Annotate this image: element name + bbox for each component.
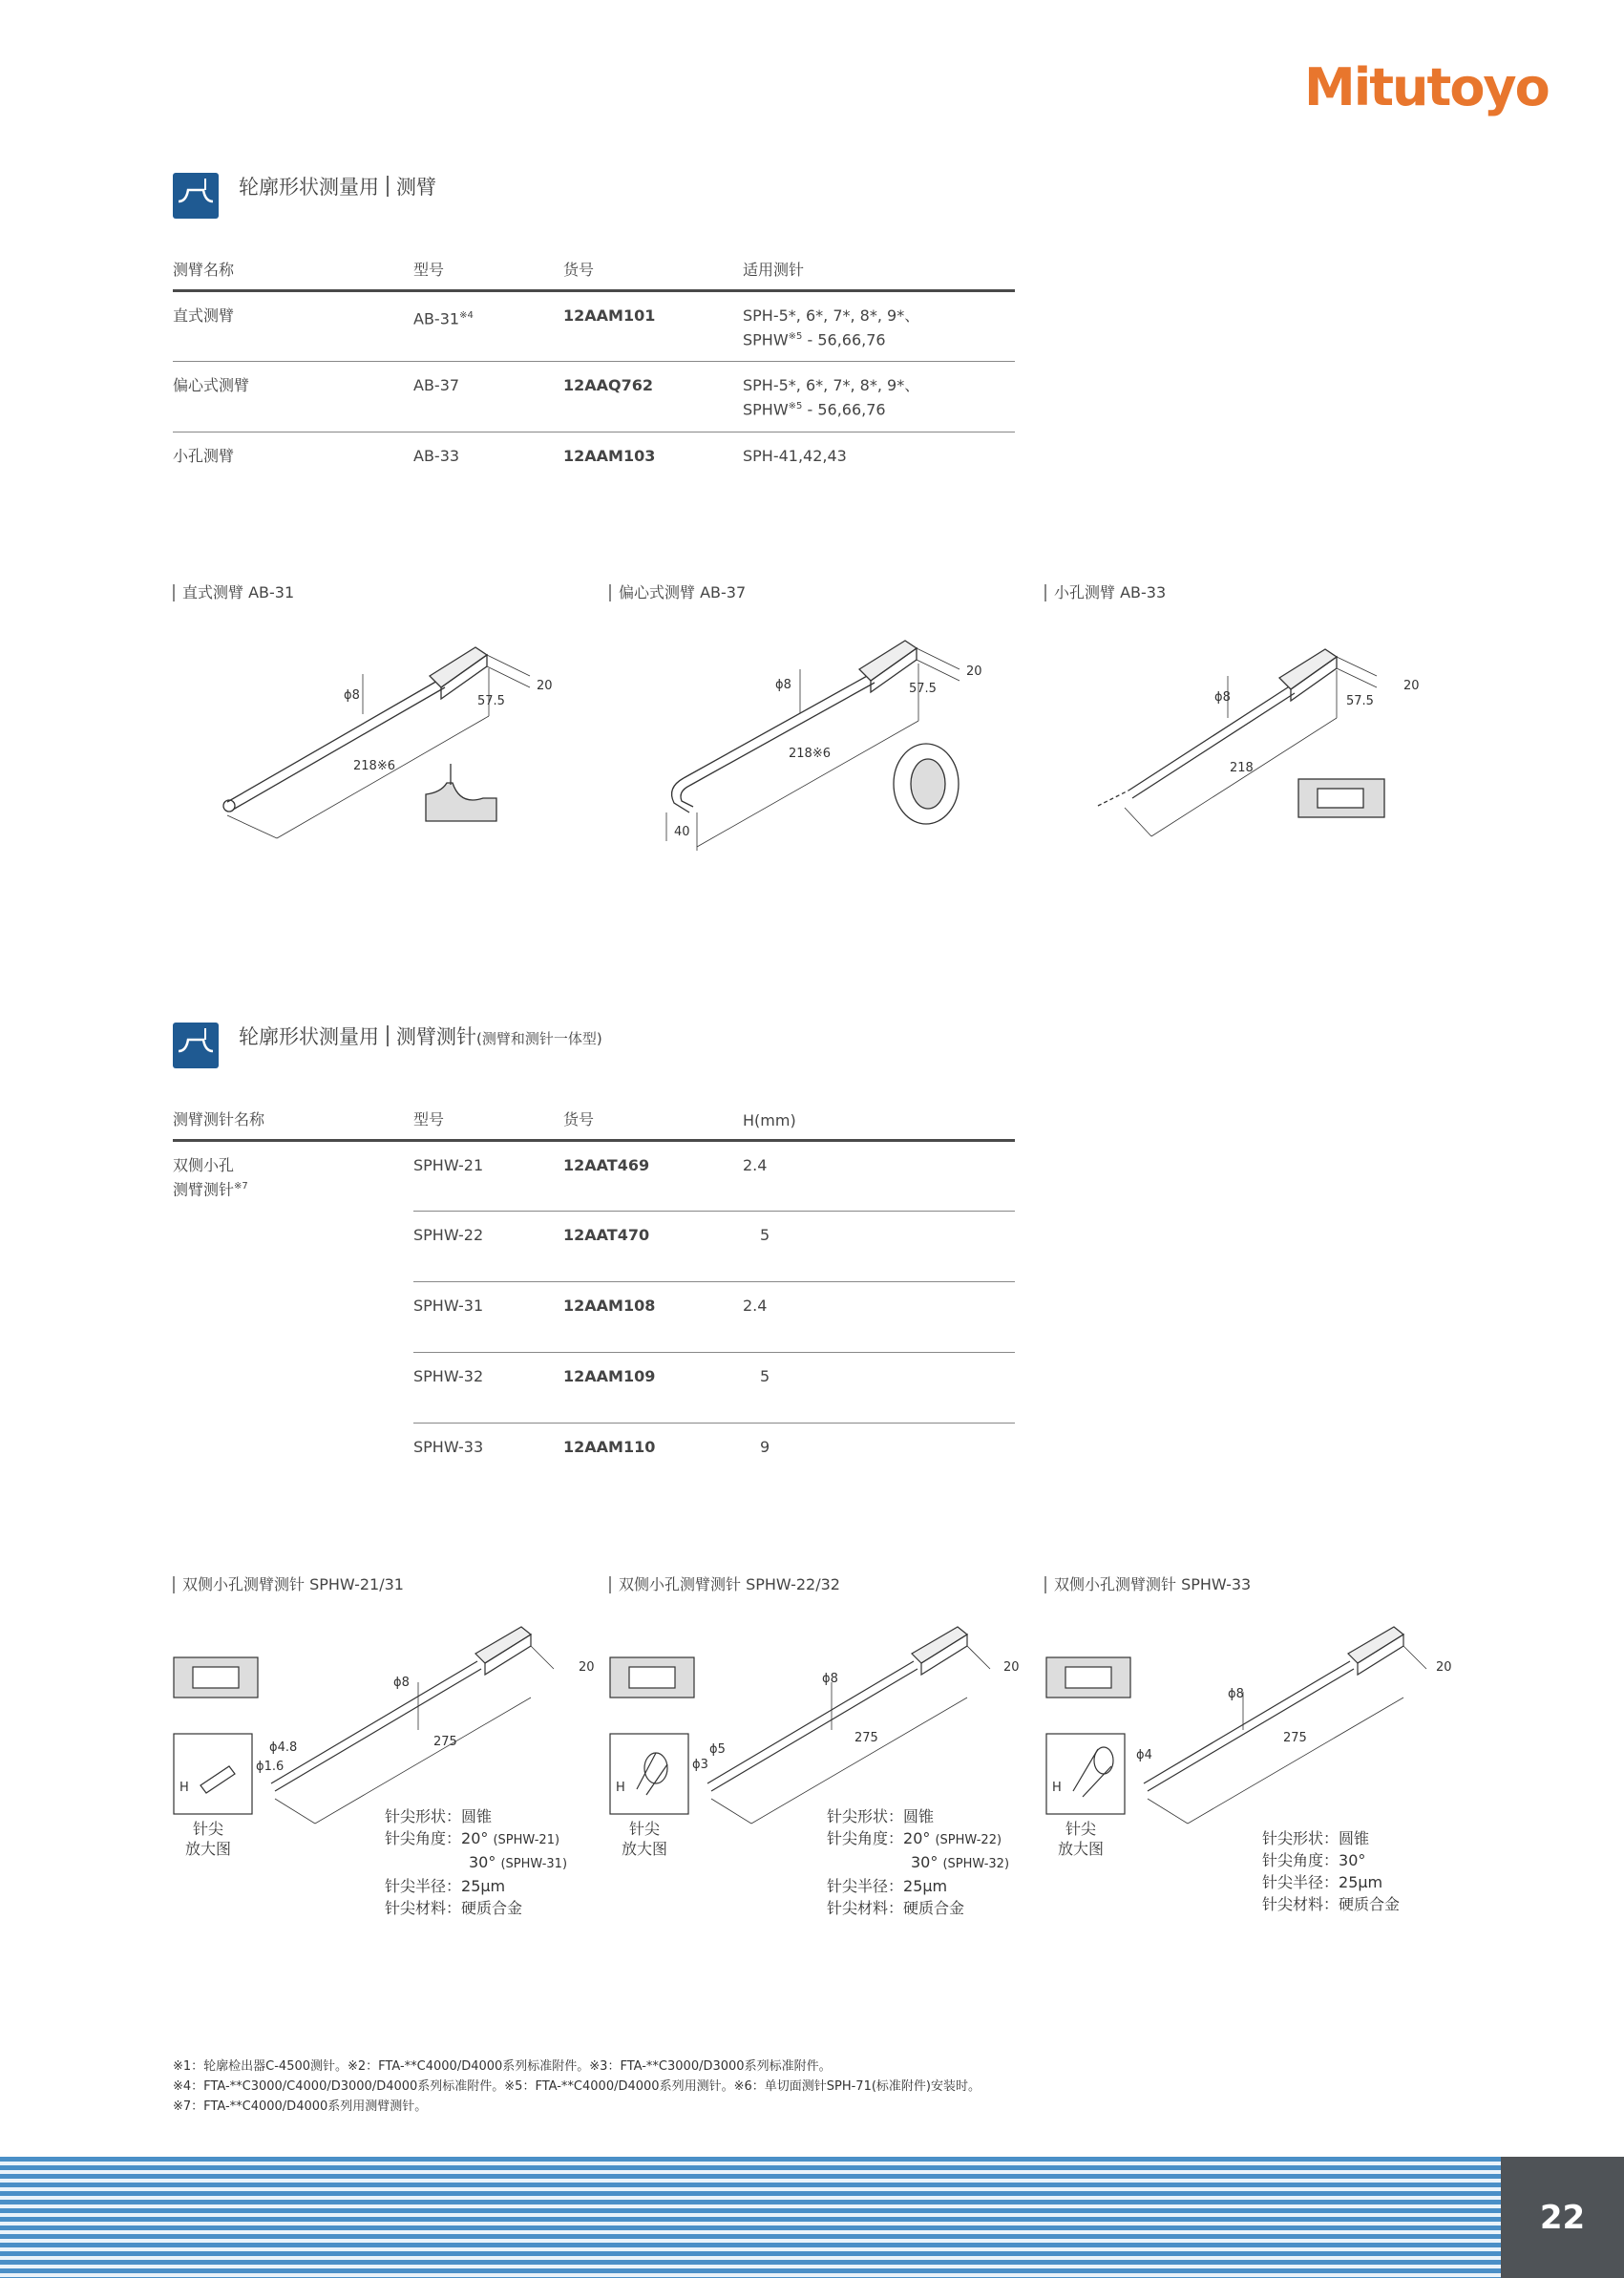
sphw-21-31-drawing bbox=[172, 1623, 601, 1833]
dim-diameter: ϕ8 bbox=[344, 688, 360, 703]
dim-width: 57.5 bbox=[909, 682, 937, 696]
arm-model: AB-31$^{※4}$ bbox=[413, 291, 563, 362]
table-row bbox=[173, 362, 1015, 432]
dim-length: 218 bbox=[1230, 761, 1254, 775]
stylus-h: 5 bbox=[743, 1212, 1015, 1282]
stylus-code: 12AAT469 bbox=[563, 1141, 743, 1212]
dim-offset: 40 bbox=[674, 825, 690, 839]
footer-stripe-band bbox=[0, 2157, 1501, 2278]
dim-length: 275 bbox=[433, 1735, 457, 1749]
stylus-model: SPHW-21 bbox=[413, 1141, 563, 1212]
enlarge-label: 针尖 放大图 bbox=[1058, 1820, 1105, 1858]
header-code: 货号 bbox=[563, 258, 743, 291]
stylus-code: 12AAM109 bbox=[563, 1353, 743, 1424]
dim-d2: ϕ1.6 bbox=[256, 1760, 285, 1774]
table-header-row bbox=[173, 258, 1015, 291]
dim-height: 20 bbox=[966, 664, 982, 679]
table-row bbox=[173, 291, 1015, 362]
stylus-model: SPHW-33 bbox=[413, 1438, 484, 1456]
mitutoyo-logo: Mitutoyo bbox=[1304, 57, 1549, 117]
footnote-line: ※1：轮廓检出器C-4500测针。※2：FTA-**C4000/D4000系列标准附件。※3：FTA-**C3000/D3000系列标准附件。 bbox=[173, 2059, 832, 2074]
table-header-row bbox=[173, 1107, 1015, 1141]
figure-caption: 双侧小孔测臂测针 SPHW-33 bbox=[1044, 1576, 1251, 1593]
offset-arm-drawing bbox=[630, 625, 1012, 864]
dim-diameter: ϕ8 bbox=[1214, 690, 1231, 705]
header-name: 测臂名称 bbox=[173, 258, 413, 291]
figure-caption: 直式测臂 AB-31 bbox=[173, 584, 294, 601]
dim-length: 218※6 bbox=[353, 759, 395, 773]
dim-length: 275 bbox=[854, 1731, 878, 1745]
sphw-33-drawing bbox=[1044, 1623, 1474, 1833]
profile-section-icon bbox=[173, 173, 219, 219]
stylus-model: SPHW-32 bbox=[413, 1353, 563, 1424]
dim-d1: ϕ5 bbox=[709, 1742, 726, 1757]
page-number: 22 bbox=[1501, 2157, 1624, 2278]
figure-caption: 双侧小孔测臂测针 SPHW-21/31 bbox=[173, 1576, 404, 1593]
arm-model: AB-37 bbox=[413, 362, 563, 432]
header-model: 型号 bbox=[413, 1107, 563, 1141]
stylus-code: 12AAM108 bbox=[563, 1282, 743, 1353]
arm-table bbox=[173, 258, 1015, 482]
header-name: 测臂测针名称 bbox=[173, 1107, 413, 1141]
section2-title: 轮廓形状测量用 测臂测针(测臂和测针一体型) bbox=[239, 1025, 602, 1048]
tip-spec: 针尖形状：圆锥 针尖角度：20° (SPHW-21) 30° (SPHW-31) 针尖半径：25μm 针尖材料：硬质合金 bbox=[385, 1807, 568, 1917]
figure-caption: 偏心式测臂 AB-37 bbox=[609, 584, 746, 601]
enlarge-label: 针尖 放大图 bbox=[622, 1820, 668, 1858]
arm-code: 12AAM103 bbox=[563, 447, 656, 465]
dim-height: 20 bbox=[579, 1660, 595, 1675]
group-name: 双侧小孔 测臂测针$^{※7}$ bbox=[173, 1156, 248, 1199]
header-model: 型号 bbox=[413, 258, 563, 291]
dim-height: 20 bbox=[537, 679, 553, 693]
footnote-line: ※7：FTA-**C4000/D4000系列用测臂测针。 bbox=[173, 2099, 428, 2114]
header-h: H(mm) bbox=[743, 1107, 1015, 1141]
stylus-code: 12AAT470 bbox=[563, 1212, 743, 1282]
arm-code: 12AAQ762 bbox=[563, 362, 743, 432]
stylus-arm-table bbox=[173, 1107, 1015, 1473]
sphw-22-32-drawing bbox=[608, 1623, 1038, 1833]
table-row bbox=[173, 432, 1015, 482]
figure-caption: 小孔测臂 AB-33 bbox=[1044, 584, 1166, 601]
dim-height: 20 bbox=[1003, 1660, 1020, 1675]
header-code: 货号 bbox=[563, 1107, 743, 1141]
stylus-code: 12AAM110 bbox=[563, 1438, 656, 1456]
dim-d1: ϕ4.8 bbox=[269, 1740, 298, 1755]
section1-title: 轮廓形状测量用 测臂 bbox=[239, 176, 436, 199]
dim-h: H bbox=[616, 1781, 625, 1795]
figure-caption: 双侧小孔测臂测针 SPHW-22/32 bbox=[609, 1576, 840, 1593]
profile-section-icon bbox=[173, 1023, 219, 1068]
dim-h: H bbox=[179, 1781, 189, 1795]
dim-width: 57.5 bbox=[477, 694, 505, 708]
dim-length: 218※6 bbox=[789, 747, 831, 761]
arm-name: 小孔测臂 bbox=[173, 447, 235, 465]
dim-diameter: ϕ8 bbox=[1228, 1687, 1244, 1701]
stylus-h: 5 bbox=[743, 1353, 1015, 1424]
arm-stylus: SPH-5*, 6*, 7*, 8*, 9*、 SPHW$^{※5}$ - 56,66,76 bbox=[743, 291, 1015, 362]
dim-width: 57.5 bbox=[1346, 694, 1374, 708]
dim-h: H bbox=[1052, 1781, 1062, 1795]
small-hole-arm-drawing bbox=[1079, 630, 1461, 859]
dim-length: 275 bbox=[1283, 1731, 1307, 1745]
arm-stylus: SPH-41,42,43 bbox=[743, 447, 847, 465]
stylus-h: 2.4 bbox=[743, 1141, 1015, 1212]
tip-spec: 针尖形状：圆锥 针尖角度：20° (SPHW-22) 30° (SPHW-32) 针尖半径：25μm 针尖材料：硬质合金 bbox=[827, 1807, 1010, 1917]
arm-name: 偏心式测臂 bbox=[173, 362, 413, 432]
header-stylus: 适用测针 bbox=[743, 258, 1015, 291]
stylus-model: SPHW-22 bbox=[413, 1212, 563, 1282]
stylus-model: SPHW-31 bbox=[413, 1282, 563, 1353]
table-row bbox=[173, 1141, 1015, 1212]
tip-spec: 针尖形状：圆锥 针尖角度：30° 针尖半径：25μm 针尖材料：硬质合金 bbox=[1262, 1829, 1401, 1913]
dim-height: 20 bbox=[1436, 1660, 1452, 1675]
footnote-line: ※4：FTA-**C3000/C4000/D3000/D4000系列标准附件。※5：FTA-**C4000/D4000系列用测针。※6：单切面测针SPH-71(标准附件)安装时。 bbox=[173, 2079, 981, 2094]
dim-d2: ϕ3 bbox=[692, 1758, 708, 1772]
arm-name: 直式测臂 bbox=[173, 291, 413, 362]
dim-diameter: ϕ8 bbox=[822, 1672, 838, 1686]
straight-arm-drawing bbox=[191, 630, 573, 859]
arm-stylus: SPH-5*, 6*, 7*, 8*, 9*、 SPHW$^{※5}$ - 56,66,76 bbox=[743, 362, 1015, 432]
dim-height: 20 bbox=[1403, 679, 1420, 693]
stylus-h: 9 bbox=[760, 1438, 770, 1456]
dim-diameter: ϕ8 bbox=[393, 1676, 410, 1690]
dim-d1: ϕ4 bbox=[1136, 1748, 1152, 1762]
arm-model: AB-33 bbox=[413, 447, 460, 465]
dim-diameter: ϕ8 bbox=[775, 678, 791, 692]
arm-code: 12AAM101 bbox=[563, 291, 743, 362]
enlarge-label: 针尖 放大图 bbox=[185, 1820, 232, 1858]
stylus-h: 2.4 bbox=[743, 1282, 1015, 1353]
footnotes bbox=[173, 2057, 981, 2117]
